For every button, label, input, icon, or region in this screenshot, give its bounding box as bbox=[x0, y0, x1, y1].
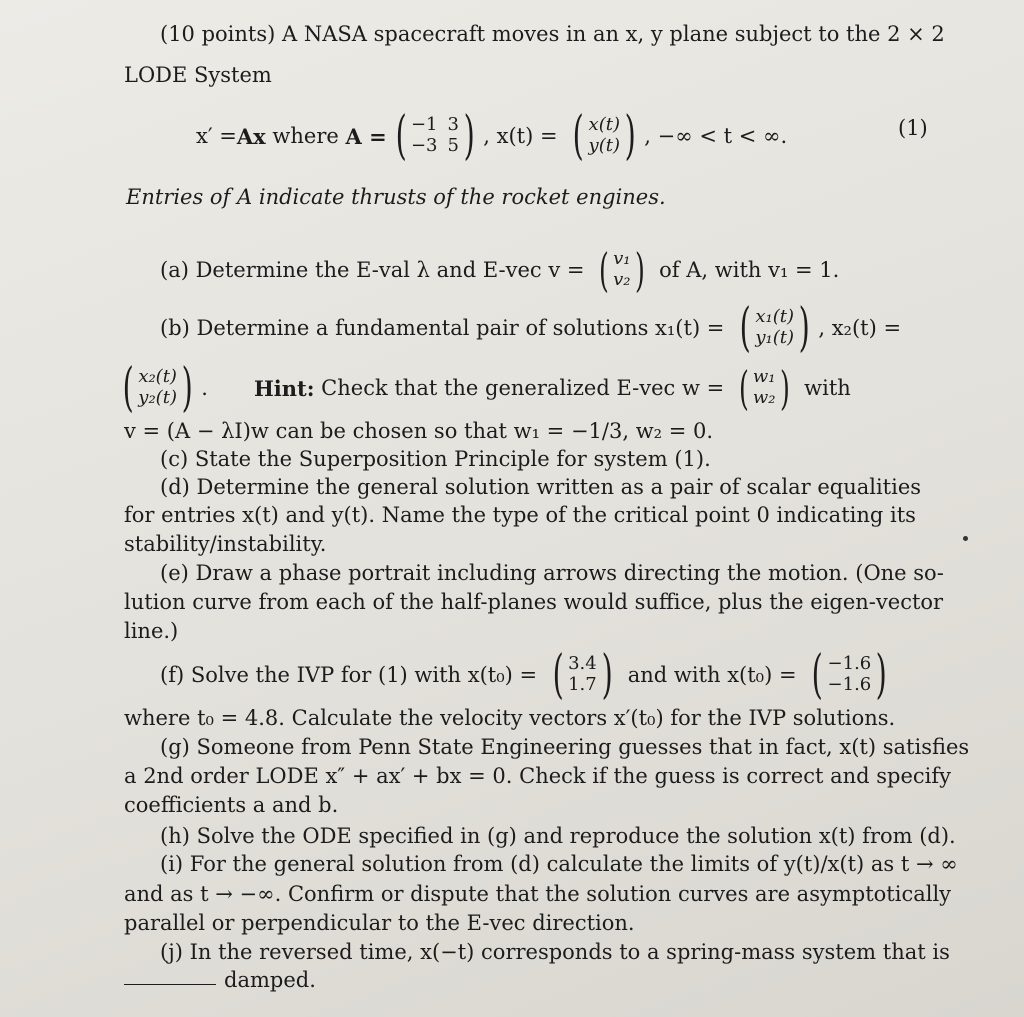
hint-label: Hint: bbox=[253, 375, 315, 401]
part-j-word: damped. bbox=[224, 968, 316, 992]
eq-lhs: x′ = bbox=[196, 123, 237, 148]
part-d-line: for entries x(t) and y(t). Name the type of the critical point 0 indicating its bbox=[124, 503, 916, 527]
vector-x2: ( x₂(t) y₂(t) ) bbox=[122, 358, 193, 418]
part-j-line: (j) In the reversed time, x(−t) corresponds to a spring-mass system that is bbox=[160, 940, 950, 964]
vector-xt-cell: y(t) bbox=[588, 135, 620, 156]
part-c: (c) State the Superposition Principle for system (1). bbox=[160, 447, 711, 471]
vector-x2-cell: x₂(t) bbox=[138, 366, 177, 388]
vector-xt-cell: x(t) bbox=[588, 114, 620, 136]
part-b-hint-line bbox=[118, 358, 851, 418]
vector-w-cell: w₁ bbox=[752, 366, 776, 388]
part-b-period: . bbox=[201, 375, 208, 400]
vector-x2-cell: y₂(t) bbox=[138, 387, 177, 408]
vector-w-cell: w₂ bbox=[752, 387, 776, 408]
eq-ax: Ax bbox=[236, 123, 266, 149]
part-f-text: (f) Solve the IVP for (1) with x(t₀) = bbox=[160, 662, 544, 687]
vector-v-cell: v₁ bbox=[613, 248, 631, 270]
matrix-a-cell: −3 bbox=[410, 135, 438, 156]
eq-a-label: A = bbox=[345, 123, 387, 149]
part-i-line: parallel or perpendicular to the E-vec direction. bbox=[124, 911, 635, 935]
part-e-line: (e) Draw a phase portrait including arrows directing the motion. (One so- bbox=[160, 561, 944, 585]
intro-line-2: LODE System bbox=[124, 63, 272, 87]
hint-with: with bbox=[797, 375, 851, 400]
eq-where: where bbox=[265, 123, 346, 148]
part-i-line: (i) For the general solution from (d) calculate the limits of y(t)/x(t) as t → ∞ bbox=[160, 852, 958, 876]
part-b-text: (b) Determine a fundamental pair of solutions x₁(t) = bbox=[160, 315, 732, 340]
equation-number: (1) bbox=[898, 116, 928, 140]
vector-f2: ( −1.6 −1.6 ) bbox=[811, 645, 887, 705]
vector-f1-cell: 1.7 bbox=[568, 674, 597, 695]
intro-line-1: (10 points) A NASA spacecraft moves in an x, y plane subject to the 2 × 2 bbox=[160, 22, 945, 46]
vector-x1-cell: x₁(t) bbox=[755, 306, 795, 328]
vector-x1-cell: y₁(t) bbox=[755, 327, 795, 348]
hint-text: Check that the generalized E-vec w = bbox=[314, 375, 731, 400]
part-j-answer-line bbox=[124, 970, 316, 991]
vector-xt: ( x(t) y(t) ) bbox=[572, 106, 636, 166]
vector-w: ( w₁ w₂ ) bbox=[738, 361, 790, 415]
vector-f2-cell: −1.6 bbox=[827, 653, 872, 675]
vector-x1: ( x₁(t) y₁(t) ) bbox=[739, 298, 810, 358]
part-a-post: of A, with v₁ = 1. bbox=[652, 257, 840, 282]
part-h: (h) Solve the ODE specified in (g) and reproduce the solution x(t) from (d). bbox=[160, 824, 956, 848]
eq-x-label: , x(t) = bbox=[483, 123, 565, 148]
part-i-line: and as t → −∞. Confirm or dispute that the solution curves are asymptotically bbox=[124, 882, 952, 906]
part-d-line: (d) Determine the general solution written as a pair of scalar equalities bbox=[160, 475, 922, 499]
part-b-continuation: v = (A − λI)w can be chosen so that w₁ = −1/3, w₂ = 0. bbox=[124, 419, 714, 443]
matrix-a-cell: 3 bbox=[447, 114, 459, 136]
matrix-a-cell: 5 bbox=[447, 135, 459, 156]
vector-v-cell: v₂ bbox=[613, 269, 631, 290]
part-a-text: (a) Determine the E-val λ and E-vec v = bbox=[160, 257, 592, 282]
part-f-mid: and with x(t₀) = bbox=[621, 662, 804, 687]
answer-blank[interactable] bbox=[124, 984, 216, 985]
entries-note: Entries of A indicate thrusts of the rocket engines. bbox=[126, 185, 666, 209]
part-g-line: a 2nd order LODE x″ + ax′ + bx = 0. Check if the guess is correct and specify bbox=[124, 764, 952, 788]
vector-f1: ( 3.4 1.7 ) bbox=[552, 645, 613, 705]
part-e-line: line.) bbox=[124, 619, 179, 643]
matrix-a: ( −1 3 −3 5 ) bbox=[395, 106, 475, 166]
part-a bbox=[160, 240, 839, 300]
part-e-line: lution curve from each of the half-planes would suffice, plus the eigen-vector bbox=[124, 590, 944, 614]
vector-f2-cell: −1.6 bbox=[827, 674, 872, 695]
part-f bbox=[160, 645, 896, 705]
part-g-line: (g) Someone from Penn State Engineering guesses that in fact, x(t) satisfies bbox=[160, 735, 970, 759]
matrix-a-cell: −1 bbox=[410, 114, 438, 136]
part-b bbox=[160, 298, 901, 358]
part-f-continuation: where t₀ = 4.8. Calculate the velocity vectors x′(t₀) for the IVP solutions. bbox=[124, 706, 896, 730]
part-d-line: stability/instability. bbox=[124, 532, 327, 556]
vector-f1-cell: 3.4 bbox=[568, 653, 597, 675]
eq-range: , −∞ < t < ∞. bbox=[644, 123, 788, 148]
ink-dot bbox=[963, 536, 968, 541]
equation-1 bbox=[196, 106, 787, 166]
part-g-line: coefficients a and b. bbox=[124, 793, 339, 817]
vector-v: ( v₁ v₂ ) bbox=[599, 243, 645, 297]
part-b-mid: , x₂(t) = bbox=[818, 315, 902, 340]
